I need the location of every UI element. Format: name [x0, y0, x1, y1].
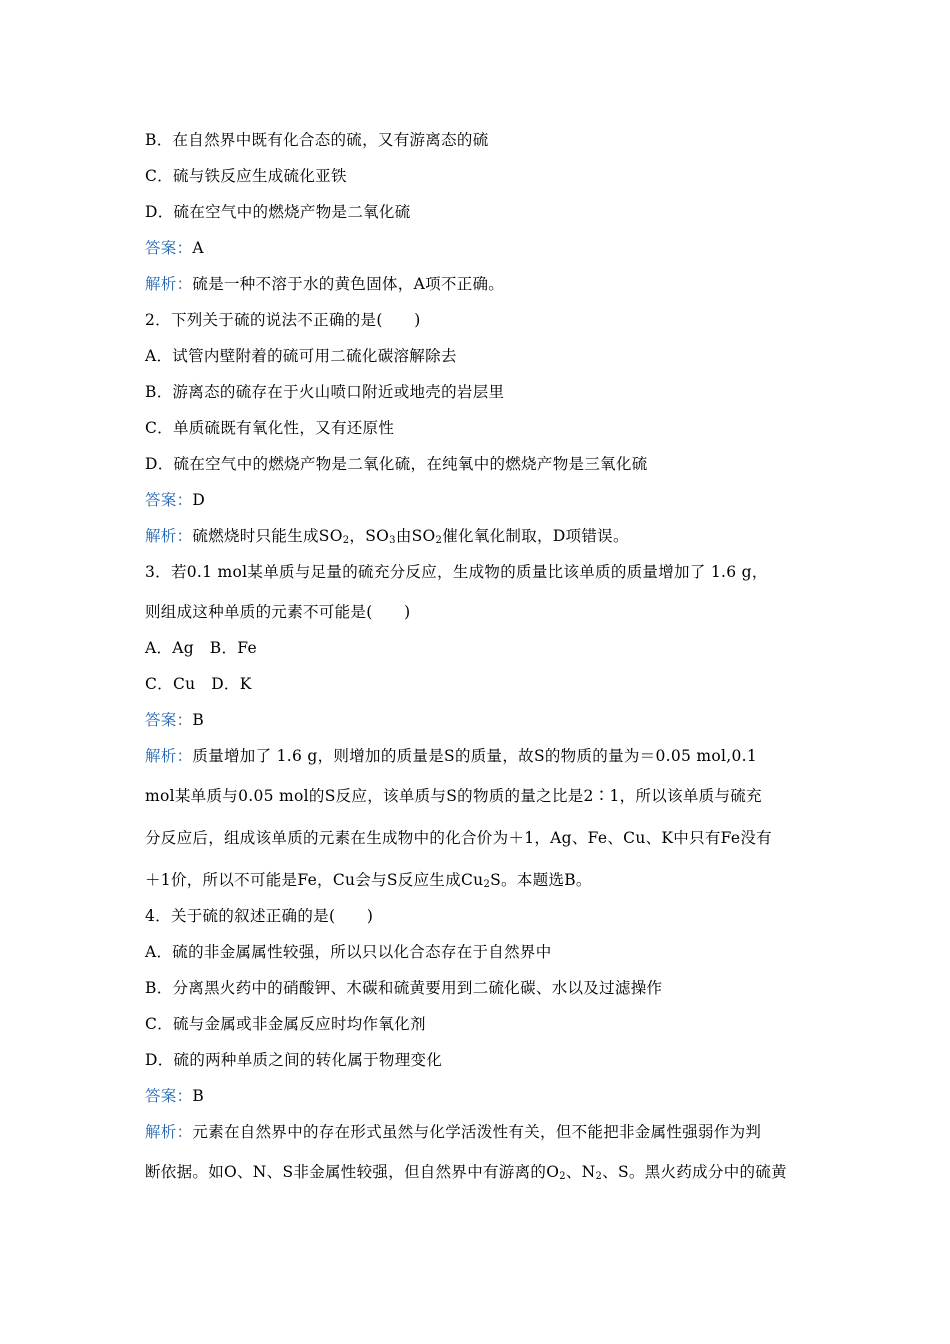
analysis-label: 解析：: [145, 1123, 193, 1141]
q1-analysis: [145, 272, 504, 294]
q3-stem-2: [145, 600, 411, 622]
line-text: D．硫在空气中的燃烧产物是二氧化硫，在纯氧中的燃烧产物是三氧化硫: [145, 455, 648, 473]
q1-d: [145, 200, 411, 222]
line-text: 2．下列关于硫的说法不正确的是( ): [145, 311, 421, 329]
line-text: 断依据。如O、N、S非金属性较强，但自然界中有游离的$O_2$、$N_2$、S。黑火药成分中的硫黄: [145, 1163, 787, 1182]
line-text: C．Cu D．K: [145, 675, 252, 693]
q4-stem: [145, 904, 373, 926]
line-text: B．在自然界中既有化合态的硫，又有游离态的硫: [145, 131, 489, 149]
q2-c: [145, 416, 394, 438]
line-text: 质量增加了 1.6 g，则增加的质量是S的质量，故S的物质的量为＝0.05 mol,0.1: [192, 747, 758, 765]
line-text: C．硫与铁反应生成硫化亚铁: [145, 167, 347, 185]
answer-label: 答案：: [145, 1087, 193, 1105]
q1-b: [145, 128, 489, 150]
q2-a: [145, 344, 457, 366]
analysis-label: 解析：: [145, 275, 193, 293]
q4-b: [145, 976, 662, 998]
q1-c: [145, 164, 347, 186]
line-text: 则组成这种单质的元素不可能是( ): [145, 603, 411, 621]
q3-answer: [145, 708, 204, 730]
answer-label: 答案：: [145, 711, 193, 729]
answer-label: 答案：: [145, 491, 193, 509]
line-text: B．分离黑火药中的硝酸钾、木碳和硫黄要用到二硫化碳、水以及过滤操作: [145, 979, 663, 997]
q1-answer: [145, 236, 204, 258]
q4-answer: [145, 1084, 204, 1106]
q3-analysis-4: [145, 868, 592, 890]
q3-analysis-2: [145, 784, 762, 806]
line-text: ＋1价，所以不可能是Fe，Cu会与S反应生成$Cu_2S$。本题选B。: [145, 871, 592, 890]
line-text: 硫是一种不溶于水的黄色固体，A项不正确。: [192, 275, 505, 293]
line-text: B．游离态的硫存在于火山喷口附近或地壳的岩层里: [145, 383, 505, 401]
q2-analysis: [145, 524, 629, 546]
q3-analysis-3: [145, 826, 772, 848]
line-text: mol某单质与0.05 mol的S反应，该单质与S的物质的量之比是2∶1，所以该单质与硫充: [145, 787, 762, 805]
line-text: 元素在自然界中的存在形式虽然与化学活泼性有关，但不能把非金属性强弱作为判: [192, 1123, 762, 1141]
line-text: B: [192, 1087, 205, 1105]
line-text: D．硫的两种单质之间的转化属于物理变化: [145, 1051, 443, 1069]
q4-a: [145, 940, 552, 962]
q3-analysis-1: [145, 744, 757, 766]
line-text: A．硫的非金属属性较强，所以只以化合态存在于自然界中: [145, 943, 552, 961]
q4-d: [145, 1048, 442, 1070]
line-text: 硫燃烧时只能生成$SO_2$，$SO_3$由$SO_2$催化氧化制取，D项错误。: [192, 527, 629, 546]
line-text: D．硫在空气中的燃烧产物是二氧化硫: [145, 203, 411, 221]
q4-analysis-1: [145, 1120, 761, 1142]
line-text: A: [192, 239, 204, 257]
q2-answer: [145, 488, 205, 510]
q4-analysis-2: [145, 1160, 787, 1182]
q3-cd: [145, 672, 252, 694]
line-text: 分反应后，组成该单质的元素在生成物中的化合价为＋1，Ag、Fe、Cu、K中只有Fe没有: [145, 829, 772, 847]
line-text: A．Ag B．Fe: [145, 639, 257, 657]
line-text: C．单质硫既有氧化性，又有还原性: [145, 419, 395, 437]
line-text: C．硫与金属或非金属反应时均作氧化剂: [145, 1015, 426, 1033]
line-text: B: [192, 711, 205, 729]
analysis-label: 解析：: [145, 527, 193, 545]
q2-b: [145, 380, 504, 402]
line-text: D: [192, 491, 206, 509]
q4-c: [145, 1012, 426, 1034]
q3-stem-1: [145, 560, 768, 582]
answer-label: 答案：: [145, 239, 193, 257]
q3-ab: [145, 636, 257, 658]
line-text: A．试管内壁附着的硫可用二硫化碳溶解除去: [145, 347, 457, 365]
line-text: 4．关于硫的叙述正确的是( ): [145, 907, 374, 925]
analysis-label: 解析：: [145, 747, 193, 765]
q2-stem: [145, 308, 421, 330]
q2-d: [145, 452, 648, 474]
line-text: 3．若0.1 mol某单质与足量的硫充分反应，生成物的质量比该单质的质量增加了 1.6 g，: [145, 563, 768, 581]
